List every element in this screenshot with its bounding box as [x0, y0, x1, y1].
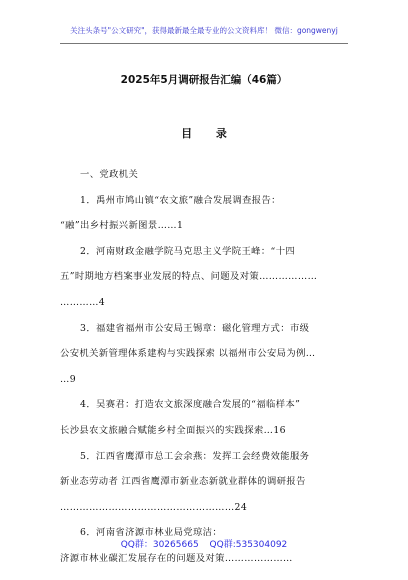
header-divider: [60, 43, 348, 44]
toc-entry-3-line-1: 3．福建省福州市公安局王锡章：磁化管理方式：市级: [80, 322, 310, 334]
toc-entry-2-line-1: 2．河南财政金融学院马克思主义学院王峰：“十四: [80, 245, 296, 257]
table-of-contents: [60, 162, 358, 572]
footer-qq-group-2: QQ群:535304092: [209, 540, 288, 550]
document-title: 2025年5月调研报告汇编（46篇）: [120, 74, 288, 86]
toc-entry-1-line-2: “融”出乡村振兴新图景……1: [60, 220, 184, 232]
footer-qq-group-1: QQ群：30265665: [120, 540, 199, 550]
toc-entry-5-line-2: 新业态劳动者 江西省鹰潭市新业态新就业群体的调研报告: [60, 476, 306, 488]
toc-entry-5-line-1: 5．江西省鹰潭市总工会余燕：发挥工会经费效能服务: [80, 450, 310, 462]
toc-section-heading: 一、党政机关: [80, 169, 139, 180]
header-note: 关注头条号"公文研究"，获得最新最全最专业的公文资料库！ 微信：gongwenyj: [70, 26, 338, 35]
toc-entry-6-line-2: 济源市林业碳汇发展存在的问题及对策…………………: [60, 552, 293, 564]
toc-entry-3-line-2: 公安机关新管理体系建构与实践探索 以福州市公安局为例…: [60, 348, 316, 360]
toc-entry-2-line-3: …………4: [60, 296, 106, 308]
toc-entry-4-line-2: 长沙县农文旅融合赋能乡村全面振兴的实践探索…16: [60, 424, 286, 436]
toc-entry-1-line-1: 1．禹州市鸠山镇“农文旅”融合发展调查报告：: [80, 194, 281, 206]
footer-contact: [0, 537, 408, 550]
toc-entry-5-line-3: ………………………………………………24: [60, 501, 248, 513]
toc-heading: 目 录: [181, 127, 237, 140]
toc-entry-2-line-2: 五”时期地方档案事业发展的特点、问题及对策………………: [60, 271, 318, 283]
toc-entry-3-line-3: …9: [60, 373, 77, 385]
toc-entry-6-line-1: 6．河南省济源市林业局党琼洁：: [80, 527, 223, 539]
toc-entry-4-line-1: 4．吴赛君：打造农文旅深度融合发展的“福临样本”: [80, 399, 301, 411]
